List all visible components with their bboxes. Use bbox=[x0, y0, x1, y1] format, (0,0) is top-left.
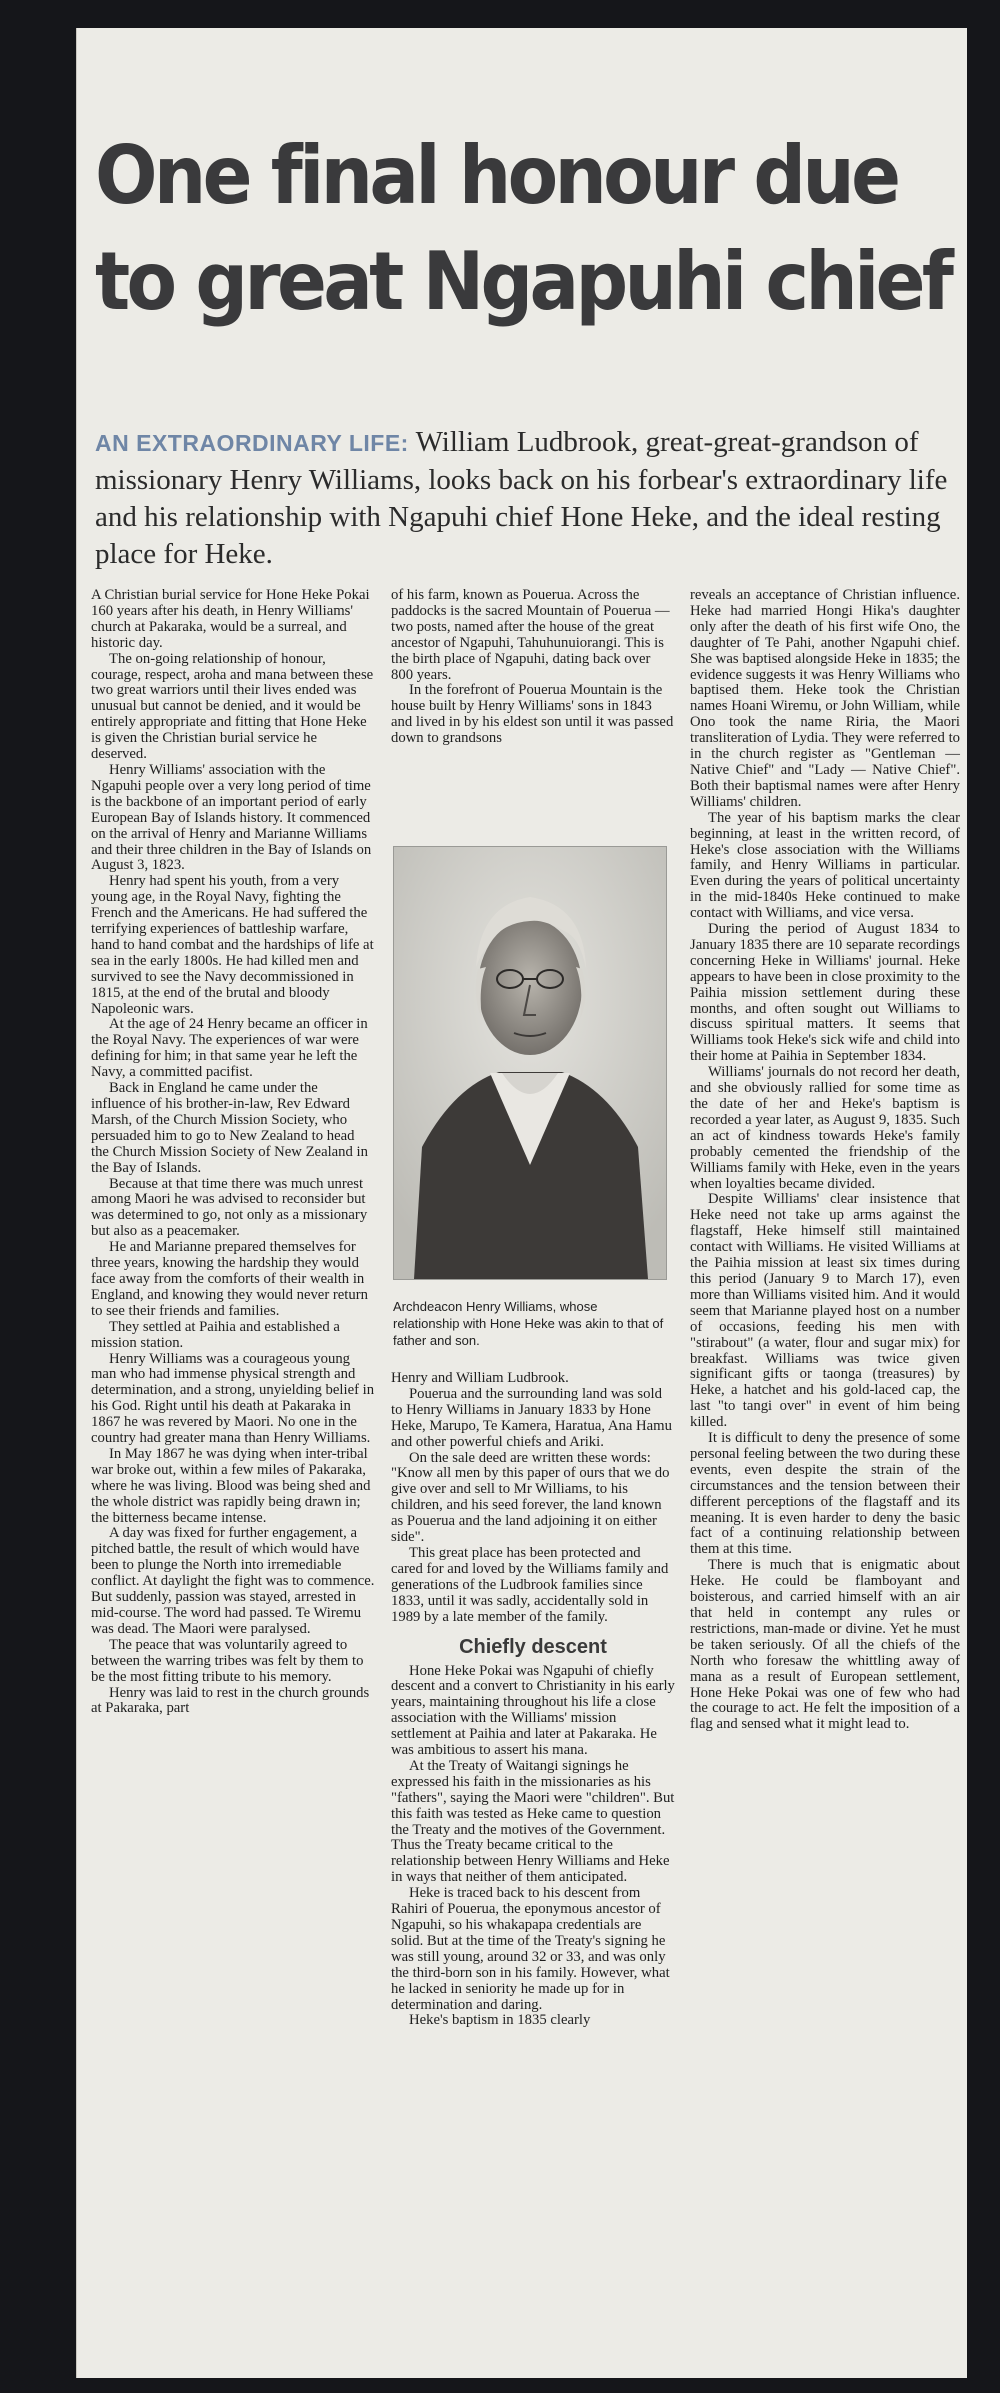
paragraph: reveals an acceptance of Christian influence. Heke had married Hongi Hika's daughter only after the death of his first wife Ono, the daughter of Te Pahi, another Ngapuhi chief. She was baptised alongside Heke in 1835; the evidence suggests it was Henry Williams who baptised them. Heke took the Christian names Hoani Wiremu, or John William, while Ono took the name Riria, the Maori transliteration of Lydia. They were referred to in the church register as "Gentleman — Native Chief" and "Lady — Native Chief". Both their baptismal names were after Henry Williams' children. bbox=[690, 587, 960, 810]
newspaper-clipping bbox=[76, 28, 967, 2378]
subheading: Chiefly descent bbox=[459, 1635, 607, 1658]
paragraph: In May 1867 he was dying when inter-tribal war broke out, within a few miles of Pakaraka, where he was living. Blood was being shed and the whole district was rapidly being drawn in; the bitterness became intense. bbox=[91, 1445, 371, 1526]
standfirst bbox=[95, 424, 955, 573]
paragraph: They settled at Paihia and established a mission station. bbox=[91, 1318, 340, 1351]
article-column-2-bottom bbox=[391, 1371, 675, 2029]
article-column-3 bbox=[690, 588, 960, 1733]
standfirst-kicker: AN EXTRAORDINARY LIFE: bbox=[95, 430, 409, 456]
paragraph: At the Treaty of Waitangi signings he expressed his faith in the missionaries as his "fathers", saying the Maori were "children". But this faith was tested as Heke came to question the Treaty and the motives of the Government. Thus the Treaty became critical to the relationship between Henry Williams and Heke in ways that neither of them anticipated. bbox=[391, 1757, 675, 1886]
paragraph: Hone Heke Pokai was Ngapuhi of chiefly descent and a convert to Christianity in his early years, maintaining throughout his life a close association with the Williams' mission settlement at Paihia and later at Pakaraka. He was ambitious to assert his mana. bbox=[391, 1662, 675, 1759]
paragraph: It is difficult to deny the presence of some personal feeling between the two during these events, even despite the strain of the circumstances and the tension between their different perceptions of the flagstaff and its meaning. It is even harder to deny the basic fact of a continuing relationship between them at this time. bbox=[690, 1430, 960, 1558]
portrait-illustration bbox=[394, 847, 666, 1279]
paragraph: Henry and William Ludbrook. bbox=[391, 1370, 569, 1386]
paragraph: Back in England he came under the influence of his brother-in-law, Rev Edward Marsh, of the Church Mission Society, who persuaded him to go to New Zealand to head the Church Mission Society of New Zealand in the Bay of Islands. bbox=[91, 1080, 368, 1176]
paragraph: This great place has been protected and cared for and loved by the Williams family and generations of the Ludbrook families since 1833, until it was sadly, accidentally sold in 1989 by a late member of the family. bbox=[391, 1544, 669, 1625]
headline-line-2: to great Ngapuhi chief bbox=[95, 235, 951, 328]
paragraph: Because at that time there was much unrest among Maori he was advised to reconsider but was determined to go, not only as a missionary but also as a peacemaker. bbox=[91, 1175, 368, 1240]
paragraph: Henry Williams was a courageous young man who had immense physical strength and determination, and a strong, unyielding belief in his God. Right until his death at Pakaraka in 1867 he was revered by Maori. No one in the country had greater mana than Henry Williams. bbox=[91, 1350, 375, 1447]
paragraph: In the forefront of Pouerua Mountain is the house built by Henry Williams' sons in 1843 and lived in by his eldest son until it was passed down to grandsons bbox=[391, 682, 674, 747]
article-column-1 bbox=[91, 588, 375, 1717]
paragraph: Henry had spent his youth, from a very young age, in the Royal Navy, fighting the French and the Americans. He had suffered the terrifying experiences of battleship warfare, hand to hand combat and the hardships of life at sea in the early 1800s. He had killed men and survived to see the Navy decommissioned in 1815, at the end of the brutal and bloody Napoleonic wars. bbox=[91, 873, 374, 1017]
paragraph: Henry was laid to rest in the church grounds at Pakaraka, part bbox=[91, 1684, 370, 1717]
article-column-2-top bbox=[391, 588, 675, 747]
paragraph: Williams' journals do not record her death, and she obviously rallied for some time as the date of her and Heke's baptism is recorded a year later, as August 9, 1835. Such an act of kindness towards Heke's family probably cemented the friendship of the Williams family with Heke, even in the years when loyalties became divided. bbox=[690, 1064, 960, 1192]
headline-line-1: One final honour due bbox=[95, 129, 898, 222]
standfirst-text: William Ludbrook, great-great-grandson of missionary Henry Williams, looks back on his forbear's extraordinary life and his relationship with Ngapuhi chief Hone Heke, and the ideal resting place for Heke. bbox=[95, 426, 948, 570]
paragraph: On the sale deed are written these words: "Know all men by this paper of ours that we do give over and sell to Mr Williams, to his children, and his seed forever, the land known as Pouerua and the land adjoining it on either side". bbox=[391, 1449, 670, 1546]
paragraph: There is much that is enigmatic about Heke. He could be flamboyant and boisterous, and carried himself with an air that held in contempt any rules or restrictions, man-made or divine. Yet he must be taken seriously. Of all the chiefs of the North who foresaw the whittling away of mana as a result of European settlement, Hone Heke Pokai was one of few who had the courage to act. He felt the imposition of a flag and sensed what it might lead to. bbox=[690, 1557, 960, 1733]
paragraph: Pouerua and the surrounding land was sold to Henry Williams in January 1833 by Hone Heke, Marupo, Te Kamera, Haratua, Ana Hamu and other powerful chiefs and Ariki. bbox=[391, 1385, 672, 1450]
paragraph: Heke is traced back to his descent from Rahiri of Pouerua, the eponymous ancestor of Ngapuhi, so his whakapapa credentials are solid. But at the time of the Treaty's signing he was still young, around 32 or 33, and was only the third-born son in his family. However, what he lacked in seniority he made up for in determination and daring. bbox=[391, 1885, 670, 2013]
paragraph: The year of his baptism marks the clear beginning, at least in the written record, of Heke's close association with the Williams family, and Henry Williams in particular. Even during the years of political uncertainty in the mid-1840s Heke continued to make contact with Williams, and vice versa. bbox=[690, 809, 960, 922]
headline bbox=[95, 123, 951, 335]
photo-caption: Archdeacon Henry Williams, whose relationship with Hone Heke was akin to that of father and son. bbox=[393, 1299, 664, 1348]
paragraph: Heke's baptism in 1835 clearly bbox=[409, 2012, 591, 2029]
paragraph: A Christian burial service for Hone Heke Pokai 160 years after his death, in Henry Williams' church at Pakaraka, would be a surreal, and historic day. bbox=[91, 587, 370, 651]
portrait-photo-henry-williams bbox=[393, 846, 667, 1280]
paragraph: A day was fixed for further engagement, a pitched battle, the result of which would have been to plunge the North into irremediable conflict. At daylight the fight was to commence. But suddenly, passion was stayed, arrested in mid-course. The word had passed. Te Wiremu was dead. The Maori were paralysed. bbox=[91, 1525, 375, 1637]
paragraph: The peace that was voluntarily agreed to between the warring tribes was felt by them to be the most fitting tribute to his memory. bbox=[91, 1636, 364, 1685]
paragraph: Despite Williams' clear insistence that Heke need not take up arms against the flagstaff, Heke himself still maintained contact with Williams. He visited Williams at the Paihia mission at least six times during this period (January 9 to March 17), even more than Williams visited him. And it would seem that Marianne played host on a number of occasions, feeding his men with "stirabout" (a water, flour and sugar mix) for breakfast. Williams was twice given significant gifts or taonga (treasures) by Heke, a hatchet and his gold-laced cap, the last "to tangi over" in event of him being killed. bbox=[690, 1191, 960, 1431]
paragraph: He and Marianne prepared themselves for three years, knowing the hardship they would face away from the comforts of their wealth in England, and knowing they would never return to see their friends and families. bbox=[91, 1239, 368, 1319]
paragraph: of his farm, known as Pouerua. Across the paddocks is the sacred Mountain of Pouerua — two posts, named after the house of the great ancestor of Ngapuhi, Tahuhunuiorangi. This is the birth place of Ngapuhi, dating back over 800 years. bbox=[391, 587, 670, 683]
paragraph: Henry Williams' association with the Ngapuhi people over a very long period of time is the backbone of an important period of early European Bay of Islands history. It commenced on the arrival of Henry and Marianne Williams and their three children in the Bay of Islands on August 3, 1823. bbox=[91, 761, 372, 874]
paragraph: The on-going relationship of honour, courage, respect, aroha and mana between these two great warriors until their lives ended was unusual but cannot be denied, and it would be entirely appropriate and fitting that Hone Heke is given the Christian burial service he deserved. bbox=[91, 650, 374, 763]
paragraph: During the period of August 1834 to January 1835 there are 10 separate recordings concerning Heke in Williams' journal. Heke appears to have been in close proximity to the Paihia mission settlement during these months, and often sought out Williams to discuss spiritual matters. It seems that Williams took Heke's sick wife and child into their home at Paihia in September 1834. bbox=[690, 921, 961, 1065]
paragraph: At the age of 24 Henry became an officer in the Royal Navy. The experiences of war were defining for him; in that same year he left the Navy, a committed pacifist. bbox=[91, 1016, 368, 1081]
